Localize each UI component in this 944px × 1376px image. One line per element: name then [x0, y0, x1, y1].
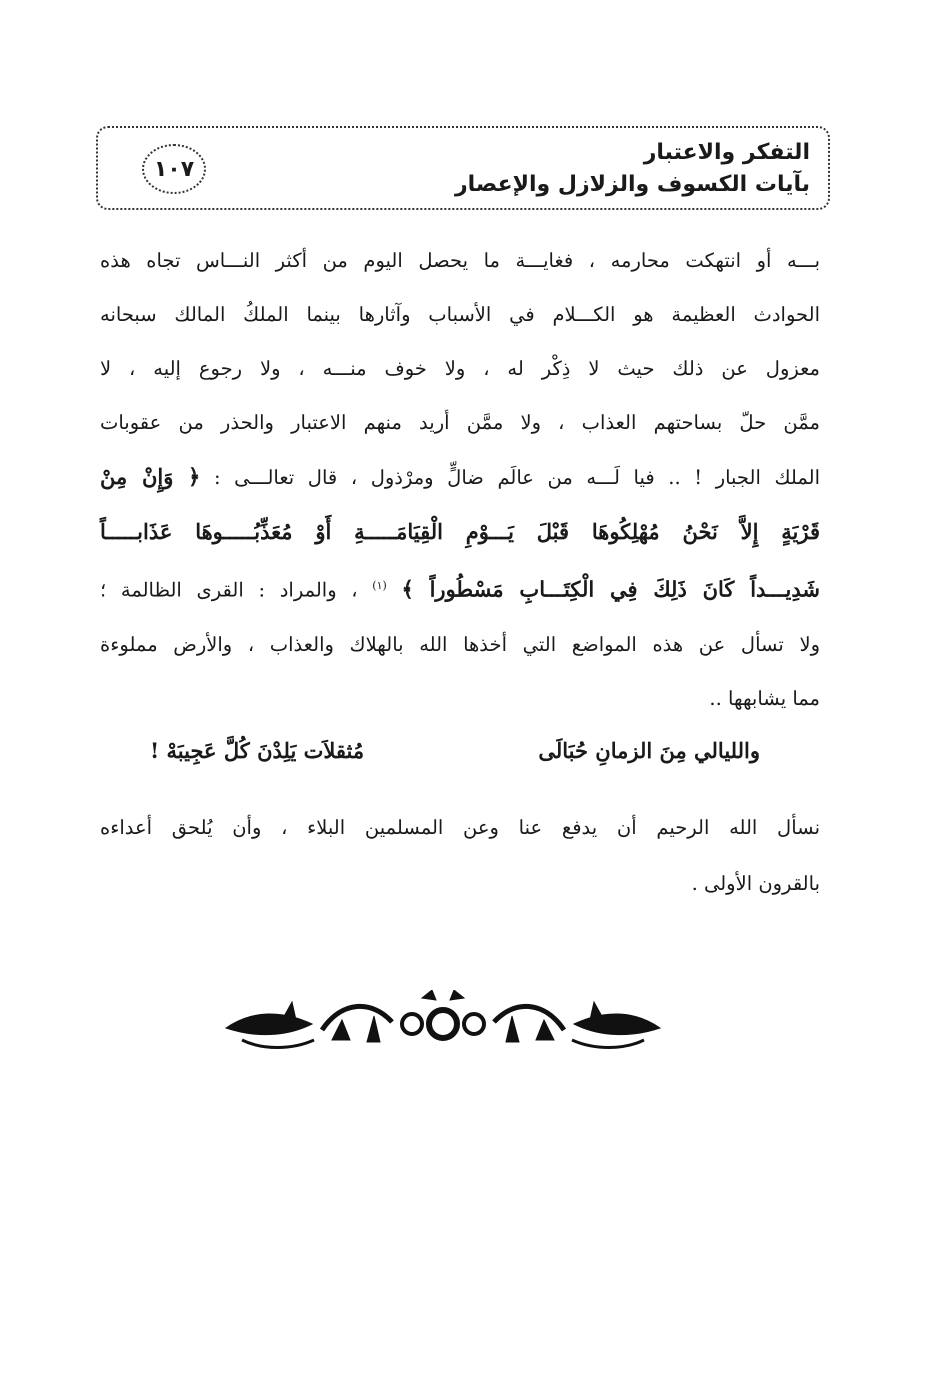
text-line: ولا تسأل عن هذه المواضع التي أخذها الله بالهلاك والعذاب ، والأرض مملوءة	[100, 632, 820, 656]
header-title-line2: بآيات الكسوف والزلازل والإعصار	[455, 172, 810, 197]
header-title-line1: التفكر والاعتبار	[643, 140, 810, 165]
floral-divider-icon	[222, 990, 664, 1058]
quran-quote: ﴿ وَإِنْ مِنْ	[100, 464, 201, 489]
quran-quote: شَدِيـــداً كَانَ ذَلِكَ فِي الْكِتَـــابِ مَسْطُوراً ﴾	[401, 576, 820, 602]
footnote-marker[interactable]: (١)	[372, 579, 387, 592]
text-span: الملك الجبار ! .. فيا لَـــه من عالَم ضالٍّ ومرْذول ، قال تعالـــى :	[213, 466, 820, 489]
closing-paragraph	[100, 800, 820, 912]
text-line	[100, 450, 820, 505]
text-line: بالقرون الأولى .	[691, 872, 820, 895]
text-line: معزول عن ذلك حيث لا ذِكْر له ، ولا خوف منـــه ، ولا رجوع إليه ، لا	[100, 357, 820, 380]
page-number: ١٠٧	[142, 144, 206, 194]
text-line: ممَّن حلّ بساحتهم العذاب ، ولا ممَّن أريد منهم الاعتبار والحذر من عقوبات	[100, 411, 820, 434]
poetry-verse	[150, 738, 760, 782]
verse-hemistich-1: والليالي مِنَ الزمانِ حُبَالَى	[538, 738, 760, 763]
text-line: نسأل الله الرحيم أن يدفع عنا وعن المسلمين البلاء ، وأن يُلحق أعداءه	[100, 816, 820, 839]
text-line: مما يشابهها ..	[709, 686, 820, 710]
text-line	[100, 559, 820, 618]
text-line: بـــه أو انتهكت محارمه ، فغايـــة ما يحصل اليوم من أكثر النـــاس تجاه هذه	[100, 249, 820, 272]
quran-quote-line: قَرْيَةٍ إِلاَّ نَحْنُ مُهْلِكُوهَا قَبْلَ يَـــوْمِ الْقِيَامَـــــةِ أَوْ مُعَذِّبُـــــوهَا عَذَابـــــاً	[100, 519, 820, 544]
page-header	[96, 126, 830, 210]
text-line: الحوادث العظيمة هو الكـــلام في الأسباب وآثارها بينما الملكُ المالك سبحانه	[100, 303, 820, 326]
verse-hemistich-2: مُثقلاَت يَلِدْنَ كُلَّ عَجِيبَهْ !	[150, 738, 365, 763]
text-span: ، والمراد : القرى الظالمة ؛	[100, 578, 358, 602]
main-paragraph	[100, 234, 820, 726]
